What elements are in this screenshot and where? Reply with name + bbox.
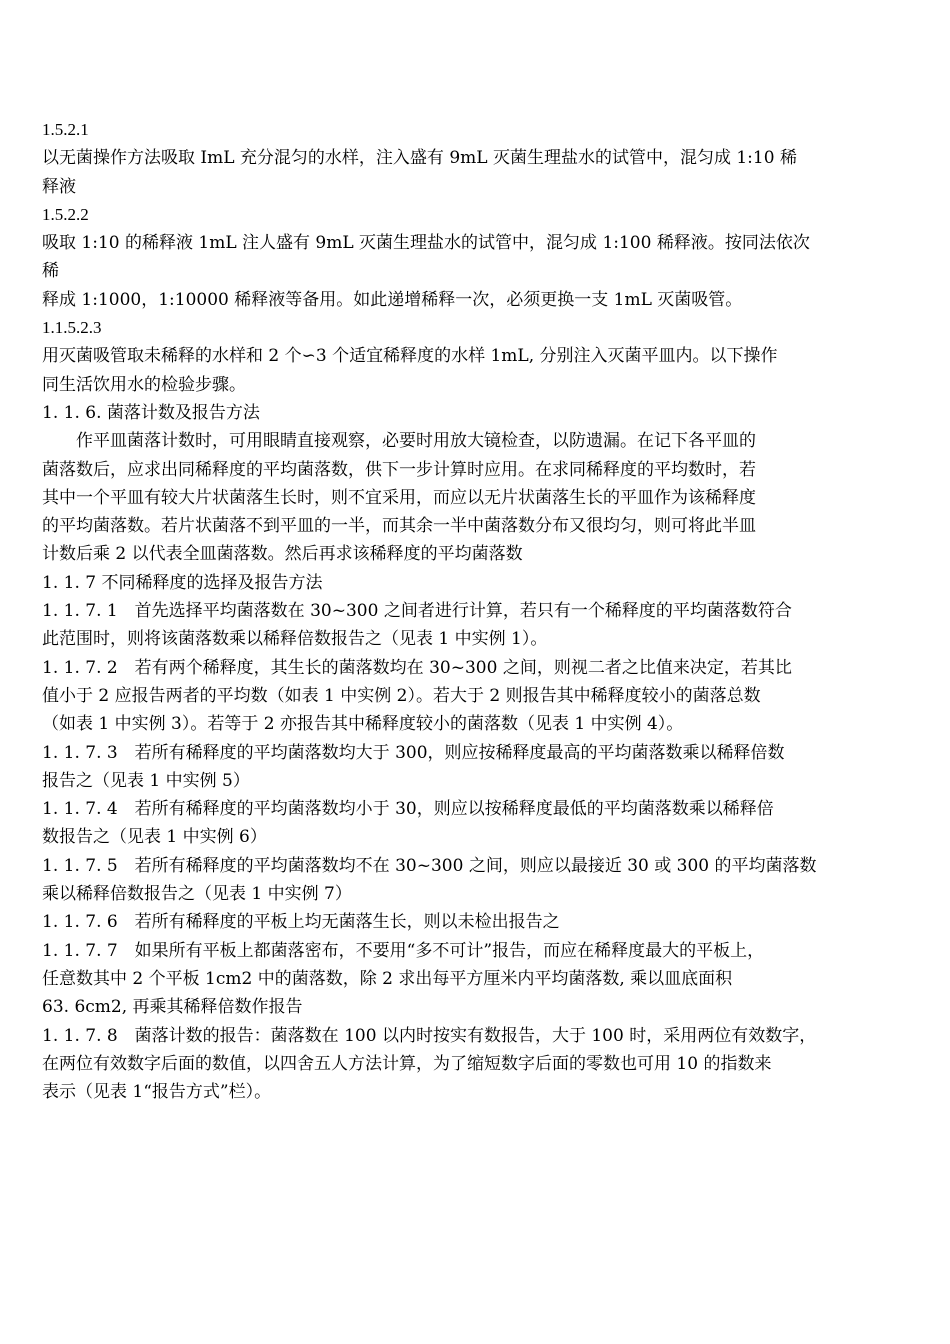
clause-1-1-7-3: 1. 1. 7. 3 若所有稀释度的平均菌落数均大于 300，则应按稀释度最高的平均菌落数乘以稀释倍数	[42, 742, 785, 763]
paragraph-line: 稀	[42, 261, 59, 282]
paragraph-line: 释成 1:1000，1:10000 稀释液等备用。如此递增稀释一次，必须更换一支 1mL 灭菌吸管。	[42, 289, 743, 310]
clause-1-1-7-1: 1. 1. 7. 1 首先选择平均菌落数在 30~300 之间者进行计算，若只有一个稀释度的平均菌落数符合	[42, 601, 792, 622]
paragraph-line: 此范围时，则将该菌落数乘以稀释倍数报告之（见表 1 中实例 1）。	[42, 629, 548, 650]
paragraph-line: 以无菌操作方法吸取 ImL 充分混匀的水样，注入盛有 9mL 灭菌生理盐水的试管中，混匀成 1:10 稀	[42, 148, 797, 169]
clause-1-1-7-4: 1. 1. 7. 4 若所有稀释度的平均菌落数均小于 30，则应以按稀释度最低的平均菌落数乘以稀释倍	[42, 799, 774, 820]
section-heading-colony-count: 1. 1. 6. 菌落计数及报告方法	[42, 402, 260, 423]
paragraph-line: 作平皿菌落计数时，可用眼睛直接观察，必要时用放大镜检查，以防遗漏。在记下各平皿的	[76, 431, 756, 452]
paragraph-line: 吸取 1:10 的稀释液 1mL 注人盛有 9mL 灭菌生理盐水的试管中，混匀成 1:100 稀释液。按同法依次	[42, 233, 810, 254]
paragraph-line: 数报告之（见表 1 中实例 6）	[42, 827, 267, 848]
paragraph-line: 乘以稀释倍数报告之（见表 1 中实例 7）	[42, 884, 352, 905]
section-heading-dilution-selection: 1. 1. 7 不同稀释度的选择及报告方法	[42, 572, 323, 593]
document-body	[42, 116, 912, 1106]
paragraph-line: 的平均菌落数。若片状菌落不到平皿的一半，而其余一半中菌落数分布又很均匀，则可将此半皿	[42, 516, 756, 537]
paragraph-line: 表示（见表 1“报告方式”栏）。	[42, 1082, 272, 1103]
paragraph-line: 其中一个平皿有较大片状菌落生长时，则不宜采用，而应以无片状菌落生长的平皿作为该稀释度	[42, 487, 756, 508]
clause-1-1-7-6: 1. 1. 7. 6 若所有稀释度的平板上均无菌落生长，则以未检出报告之	[42, 912, 560, 933]
paragraph-line: （如表 1 中实例 3）。若等于 2 亦报告其中稀释度较小的菌落数（见表 1 中实例 4）。	[42, 714, 684, 735]
paragraph-line: 同生活饮用水的检验步骤。	[42, 374, 246, 395]
paragraph-line: 计数后乘 2 以代表全皿菌落数。然后再求该稀释度的平均菌落数	[42, 544, 523, 565]
clause-1-1-7-5: 1. 1. 7. 5 若所有稀释度的平均菌落数均不在 30~300 之间，则应以最接近 30 或 300 的平均菌落数	[42, 855, 817, 876]
paragraph-line: 菌落数后，应求出同稀释度的平均菌落数，供下一步计算时应用。在求同稀释度的平均数时，若	[42, 459, 756, 480]
paragraph-line: 释液	[42, 176, 76, 197]
clause-1-1-7-8: 1. 1. 7. 8 菌落计数的报告：菌落数在 100 以内时按实有数报告，大于 100 时，采用两位有效数字，	[42, 1025, 817, 1046]
section-number-1-1-5-2-3: 1.1.5.2.3	[42, 318, 102, 338]
paragraph-line: 用灭菌吸管取未稀释的水样和 2 个∽3 个适宜稀释度的水样 1mL, 分别注入灭菌平皿内。以下操作	[42, 346, 778, 367]
paragraph-line: 值小于 2 应报告两者的平均数（如表 1 中实例 2）。若大于 2 则报告其中稀释度较小的菌落总数	[42, 685, 761, 706]
paragraph-line: 63. 6cm2, 再乘其稀释倍数作报告	[42, 997, 303, 1018]
section-number-1-5-2-2: 1.5.2.2	[42, 204, 89, 224]
section-number-1-5-2-1: 1.5.2.1	[42, 120, 89, 139]
clause-1-1-7-2: 1. 1. 7. 2 若有两个稀释度，其生长的菌落数均在 30~300 之间，则视二者之比值来决定，若其比	[42, 657, 792, 678]
paragraph-line: 在两位有效数字后面的数值，以四舍五人方法计算，为了缩短数字后面的零数也可用 10 的指数来	[42, 1053, 772, 1074]
paragraph-line: 任意数其中 2 个平板 1cm2 中的菌落数，除 2 求出每平方厘米内平均菌落数, 乘以皿底面积	[42, 968, 733, 989]
paragraph-line: 报告之（见表 1 中实例 5）	[42, 770, 250, 791]
clause-1-1-7-7: 1. 1. 7. 7 如果所有平板上都菌落密布，不要用“多不可计”报告，而应在稀释度最大的平板上，	[42, 940, 765, 961]
